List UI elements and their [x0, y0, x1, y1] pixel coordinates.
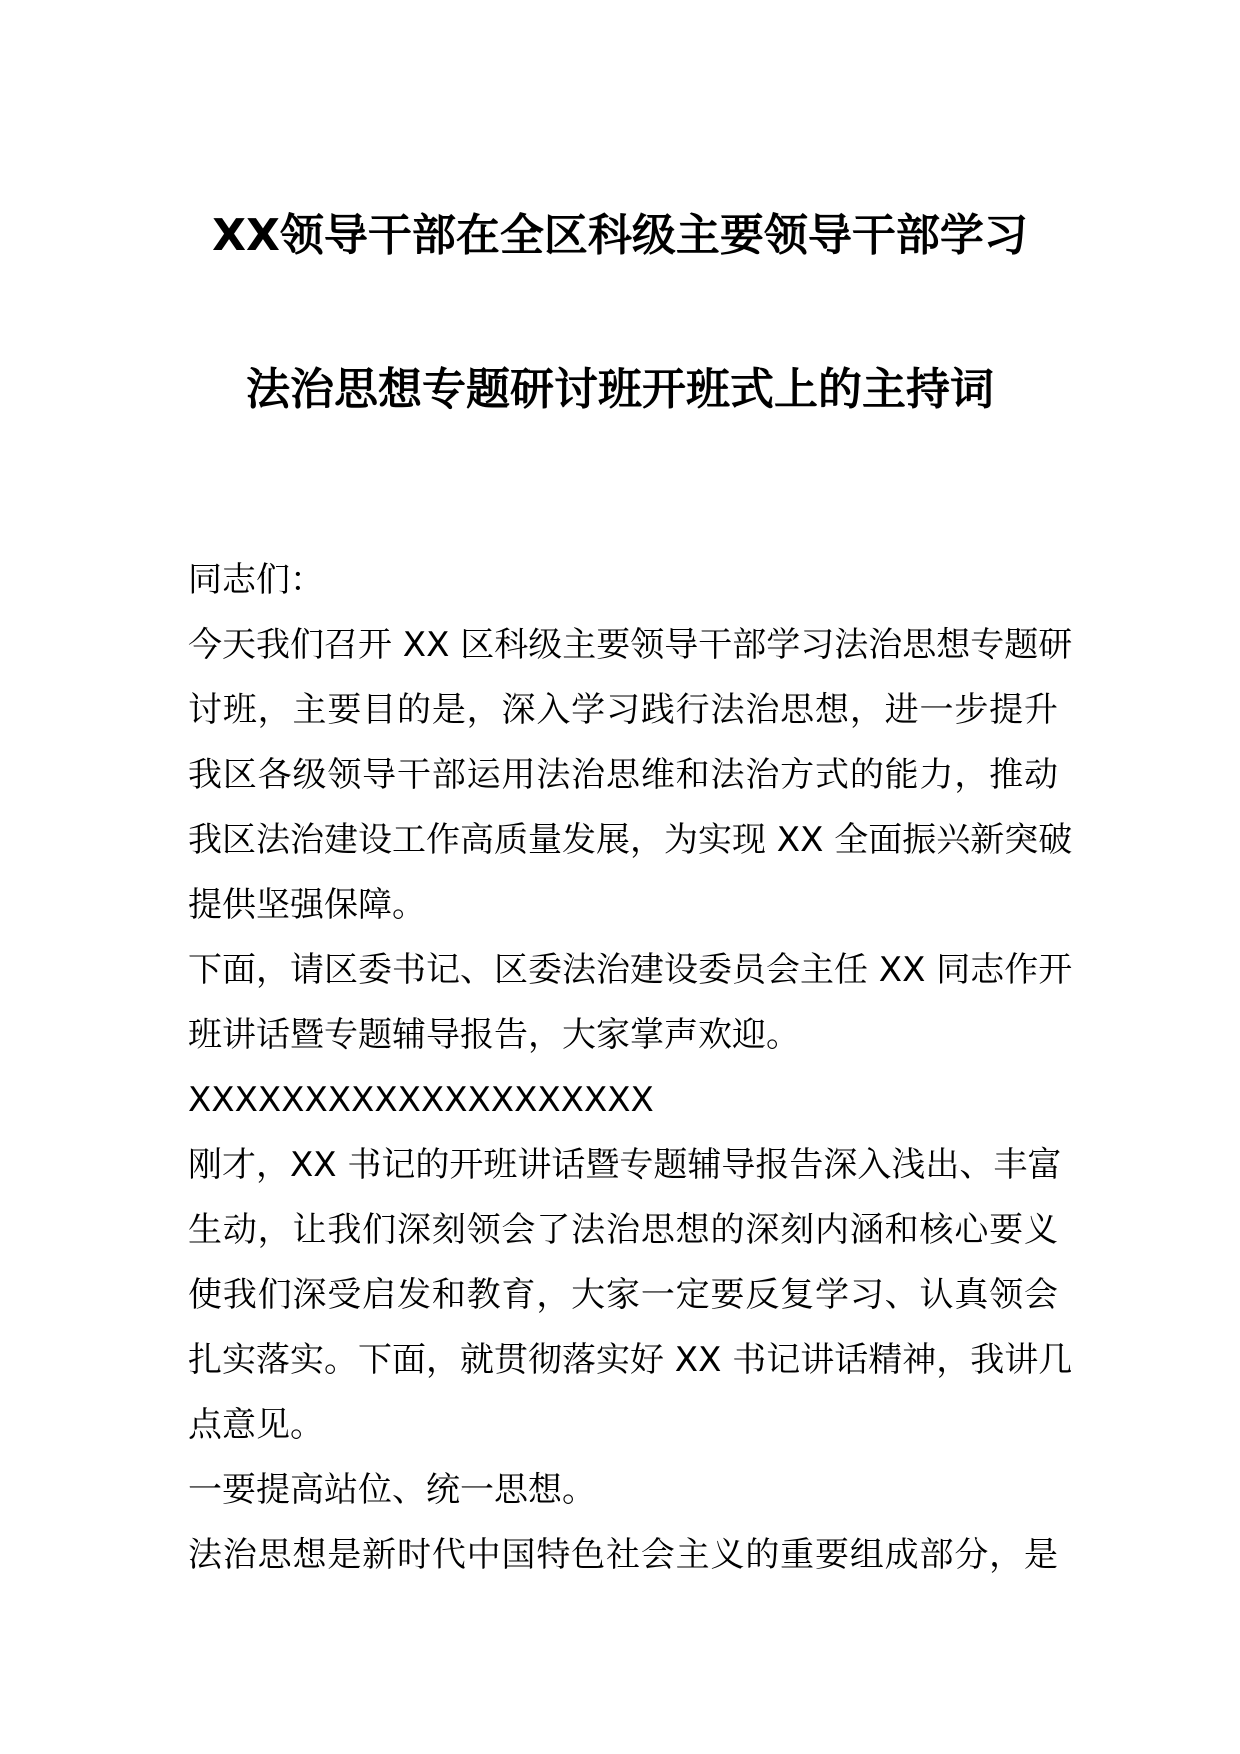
- paragraph-line: 法治思想是新时代中国特色社会主义的重要组成部分，是: [188, 1535, 1058, 1575]
- paragraph-line: XXXXXXXXXXXXXXXXXXXX: [188, 1080, 654, 1120]
- paragraph-line: 今天我们召开 XX 区科级主要领导干部学习法治思想专题研: [188, 625, 1073, 665]
- document-title-line-1: XX领导干部在全区科级主要领导干部学习: [212, 210, 1028, 261]
- paragraph-line: 同志们：: [188, 560, 324, 600]
- paragraph-line: 下面，请区委书记、区委法治建设委员会主任 XX 同志作开: [188, 950, 1073, 990]
- opening-paragraph: [188, 613, 1073, 938]
- paragraph-line: 我区法治建设工作高质量发展，为实现 XX 全面振兴新突破: [188, 820, 1073, 860]
- salutation-paragraph: [188, 548, 1058, 613]
- document-title-line-2: 法治思想专题研讨班开班式上的主持词: [246, 364, 994, 415]
- paragraph-line: 提供坚强保障。: [188, 885, 426, 925]
- paragraph-line: 点意见。: [188, 1405, 324, 1445]
- section-heading-paragraph: [188, 1458, 1058, 1523]
- document-body: [188, 548, 1073, 1588]
- paragraph-line: 生动，让我们深刻领会了法治思想的深刻内涵和核心要义: [188, 1210, 1058, 1250]
- introduction-paragraph: [188, 938, 1073, 1068]
- summary-paragraph: [188, 1133, 1073, 1458]
- paragraph-line: 我区各级领导干部运用法治思维和法治方式的能力，推动: [188, 755, 1058, 795]
- paragraph-line: 扎实落实。下面，就贯彻落实好 XX 书记讲话精神，我讲几: [188, 1340, 1073, 1380]
- section-body-paragraph: [188, 1523, 1058, 1588]
- placeholder-paragraph: [188, 1068, 1058, 1133]
- paragraph-line: 班讲话暨专题辅导报告，大家掌声欢迎。: [188, 1015, 800, 1055]
- paragraph-line: 一要提高站位、统一思想。: [188, 1470, 596, 1510]
- paragraph-line: 讨班，主要目的是，深入学习践行法治思想，进一步提升: [188, 690, 1058, 730]
- paragraph-line: 刚才，XX 书记的开班讲话暨专题辅导报告深入浅出、丰富: [188, 1145, 1062, 1185]
- paragraph-line: 使我们深受启发和教育，大家一定要反复学习、认真领会: [188, 1275, 1058, 1315]
